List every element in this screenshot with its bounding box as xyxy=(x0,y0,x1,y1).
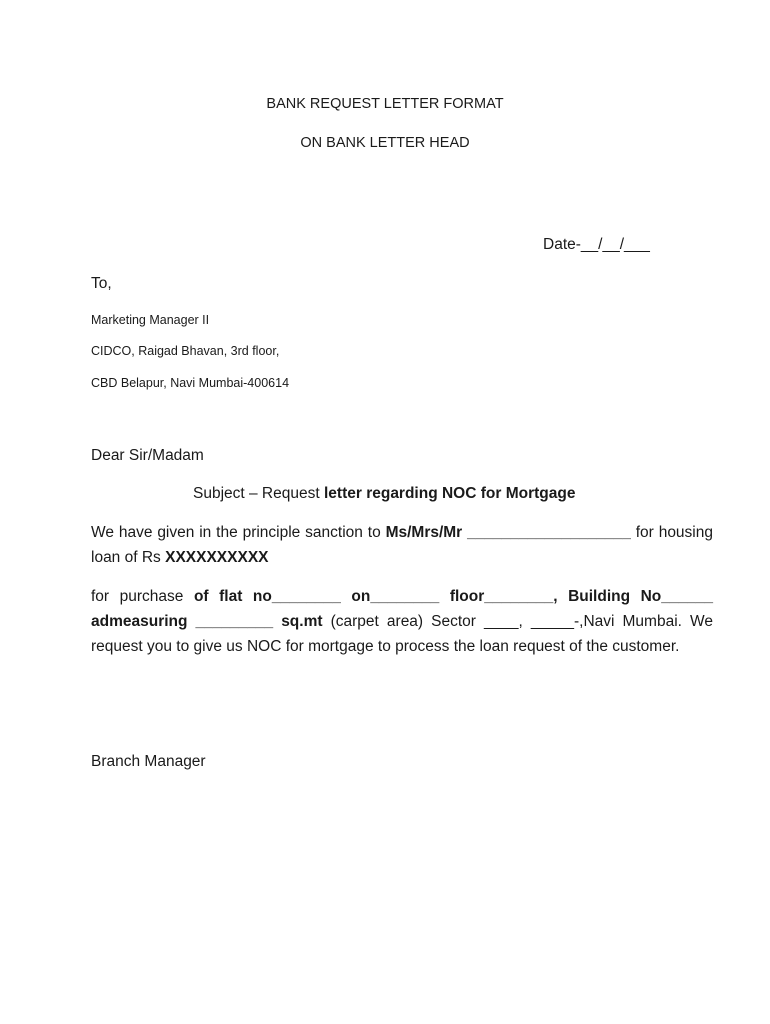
paragraph2-part1: for purchase xyxy=(91,588,194,605)
subject-prefix: Subject – Request xyxy=(193,485,324,502)
paragraph1-part2: for housing loan of Rs xyxy=(91,524,713,566)
date-line: Date-__/__/___ xyxy=(543,236,650,253)
paragraph-purchase xyxy=(91,584,713,659)
subject-line xyxy=(193,485,575,503)
document-title: BANK REQUEST LETTER FORMAT xyxy=(266,96,504,112)
address-line-2: CIDCO, Raigad Bhavan, 3rd floor, xyxy=(91,344,280,358)
paragraph2-part2: (carpet area) Sector ____, _____-,Navi Mumbai. We request you to give us NOC for mortgage to process the loan request of the customer. xyxy=(91,613,713,655)
applicant-name-field: Ms/Mrs/Mr ___________________ xyxy=(385,524,631,541)
loan-amount: XXXXXXXXXX xyxy=(165,549,269,566)
to-label: To, xyxy=(91,275,112,292)
flat-details: of flat no________ on________ floor________, Building No______ admeasuring _________ sq.mt xyxy=(91,588,713,630)
address-line-3: CBD Belapur, Navi Mumbai-400614 xyxy=(91,376,290,390)
document-subtitle: ON BANK LETTER HEAD xyxy=(300,135,470,151)
paragraph1-part1: We have given in the principle sanction to xyxy=(91,524,386,541)
address-line-1: Marketing Manager II xyxy=(91,313,210,327)
salutation: Dear Sir/Madam xyxy=(91,447,204,464)
subject-bold: letter regarding NOC for Mortgage xyxy=(323,485,576,502)
paragraph-sanction xyxy=(91,520,713,570)
signature: Branch Manager xyxy=(91,753,206,770)
